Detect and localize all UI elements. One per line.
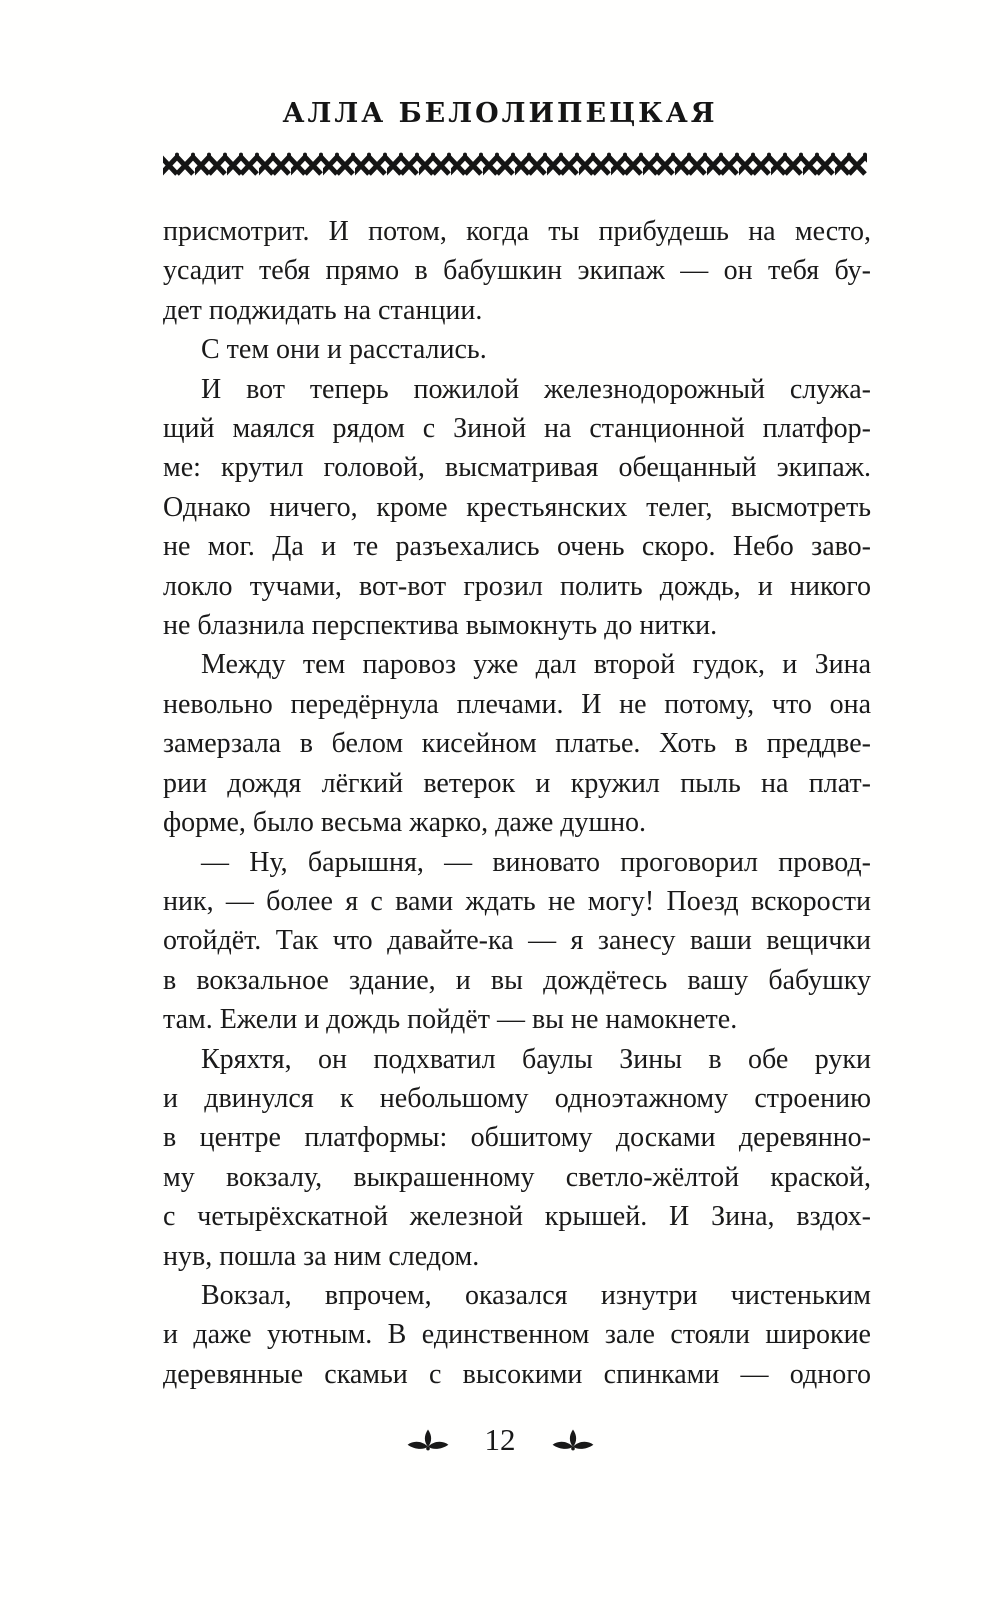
text-line: щий маялся рядом с Зиной на станционной платфор- [163, 413, 871, 445]
text-line: И вот теперь пожилой железнодорожный служа- [201, 373, 871, 405]
text-line: ме: крутил головой, высматривая обещанный экипаж. [163, 452, 871, 484]
text-line: замерзала в белом кисейном платье. Хоть в преддве- [163, 728, 871, 760]
paragraph [163, 843, 871, 1040]
text-line: в вокзальное здание, и вы дождётесь вашу бабушку [163, 964, 871, 996]
text-line: С тем они и расстались. [201, 334, 487, 366]
paragraph [163, 212, 871, 330]
text-line: с четырёхскатной железной крышей. И Зина, вздох- [163, 1201, 871, 1233]
page-number: 12 [484, 1422, 516, 1457]
text-line: Между тем паровоз уже дал второй гудок, и Зина [201, 649, 871, 681]
text-line: локло тучами, вот-вот грозил полить дождь, и никого [163, 570, 871, 602]
text-line: невольно передёрнула плечами. И не потому, что она [163, 688, 871, 720]
paragraph [163, 370, 871, 646]
text-line: Кряхтя, он подхватил баулы Зины в обе руки [201, 1043, 871, 1075]
zigzag-ornament-icon [163, 152, 867, 178]
text-line: в центре платформы: обшитому досками деревянно- [163, 1122, 871, 1154]
text-line: Однако ничего, кроме крестьянских телег, высмотреть [163, 491, 871, 523]
paragraph [163, 1276, 871, 1394]
lotus-ornament-right-icon [550, 1428, 596, 1452]
text-line: и двинулся к небольшому одноэтажному строению [163, 1082, 871, 1114]
paragraph [163, 645, 871, 842]
lotus-ornament-left-icon [405, 1428, 451, 1452]
text-line: усадит тебя прямо в бабушкин экипаж — он тебя бу- [163, 255, 871, 287]
text-line: отойдёт. Так что давайте-ка — я занесу ваши вещички [163, 925, 871, 957]
text-line: не мог. Да и те разъехались очень скоро. Небо заво- [163, 531, 871, 563]
text-line: форме, было весьма жарко, даже душно. [163, 807, 647, 839]
text-line: му вокзалу, выкрашенному светло-жёлтой краской, [163, 1161, 871, 1193]
text-line: нув, пошла за ним следом. [163, 1240, 480, 1272]
page-footer [0, 1424, 1000, 1455]
text-line: там. Ежели и дождь пойдёт — вы не намокнете. [163, 1004, 738, 1036]
text-line: и даже уютным. В единственном зале стояли широкие [163, 1319, 871, 1351]
text-line: присмотрит. И потом, когда ты прибудешь на место, [163, 216, 871, 247]
text-line: Вокзал, впрочем, оказался изнутри чистеньким [201, 1279, 871, 1311]
text-line: — Ну, барышня, — виновато проговорил провод- [201, 846, 871, 878]
text-line: ник, — более я с вами ждать не могу! Поезд вскорости [163, 885, 871, 917]
text-line: рии дождя лёгкий ветерок и кружил пыль на плат- [163, 767, 871, 799]
author-title: АЛЛА БЕЛОЛИПЕЦКАЯ [282, 98, 718, 129]
text-line: деревянные скамьи с высокими спинками — одного [163, 1358, 871, 1390]
paragraph [163, 330, 871, 369]
text-line: не блазнила перспектива вымокнуть до нитки. [163, 610, 718, 642]
text-block [163, 212, 871, 1394]
text-line: дет поджидать на станции. [163, 294, 483, 326]
paragraph [163, 1040, 871, 1276]
